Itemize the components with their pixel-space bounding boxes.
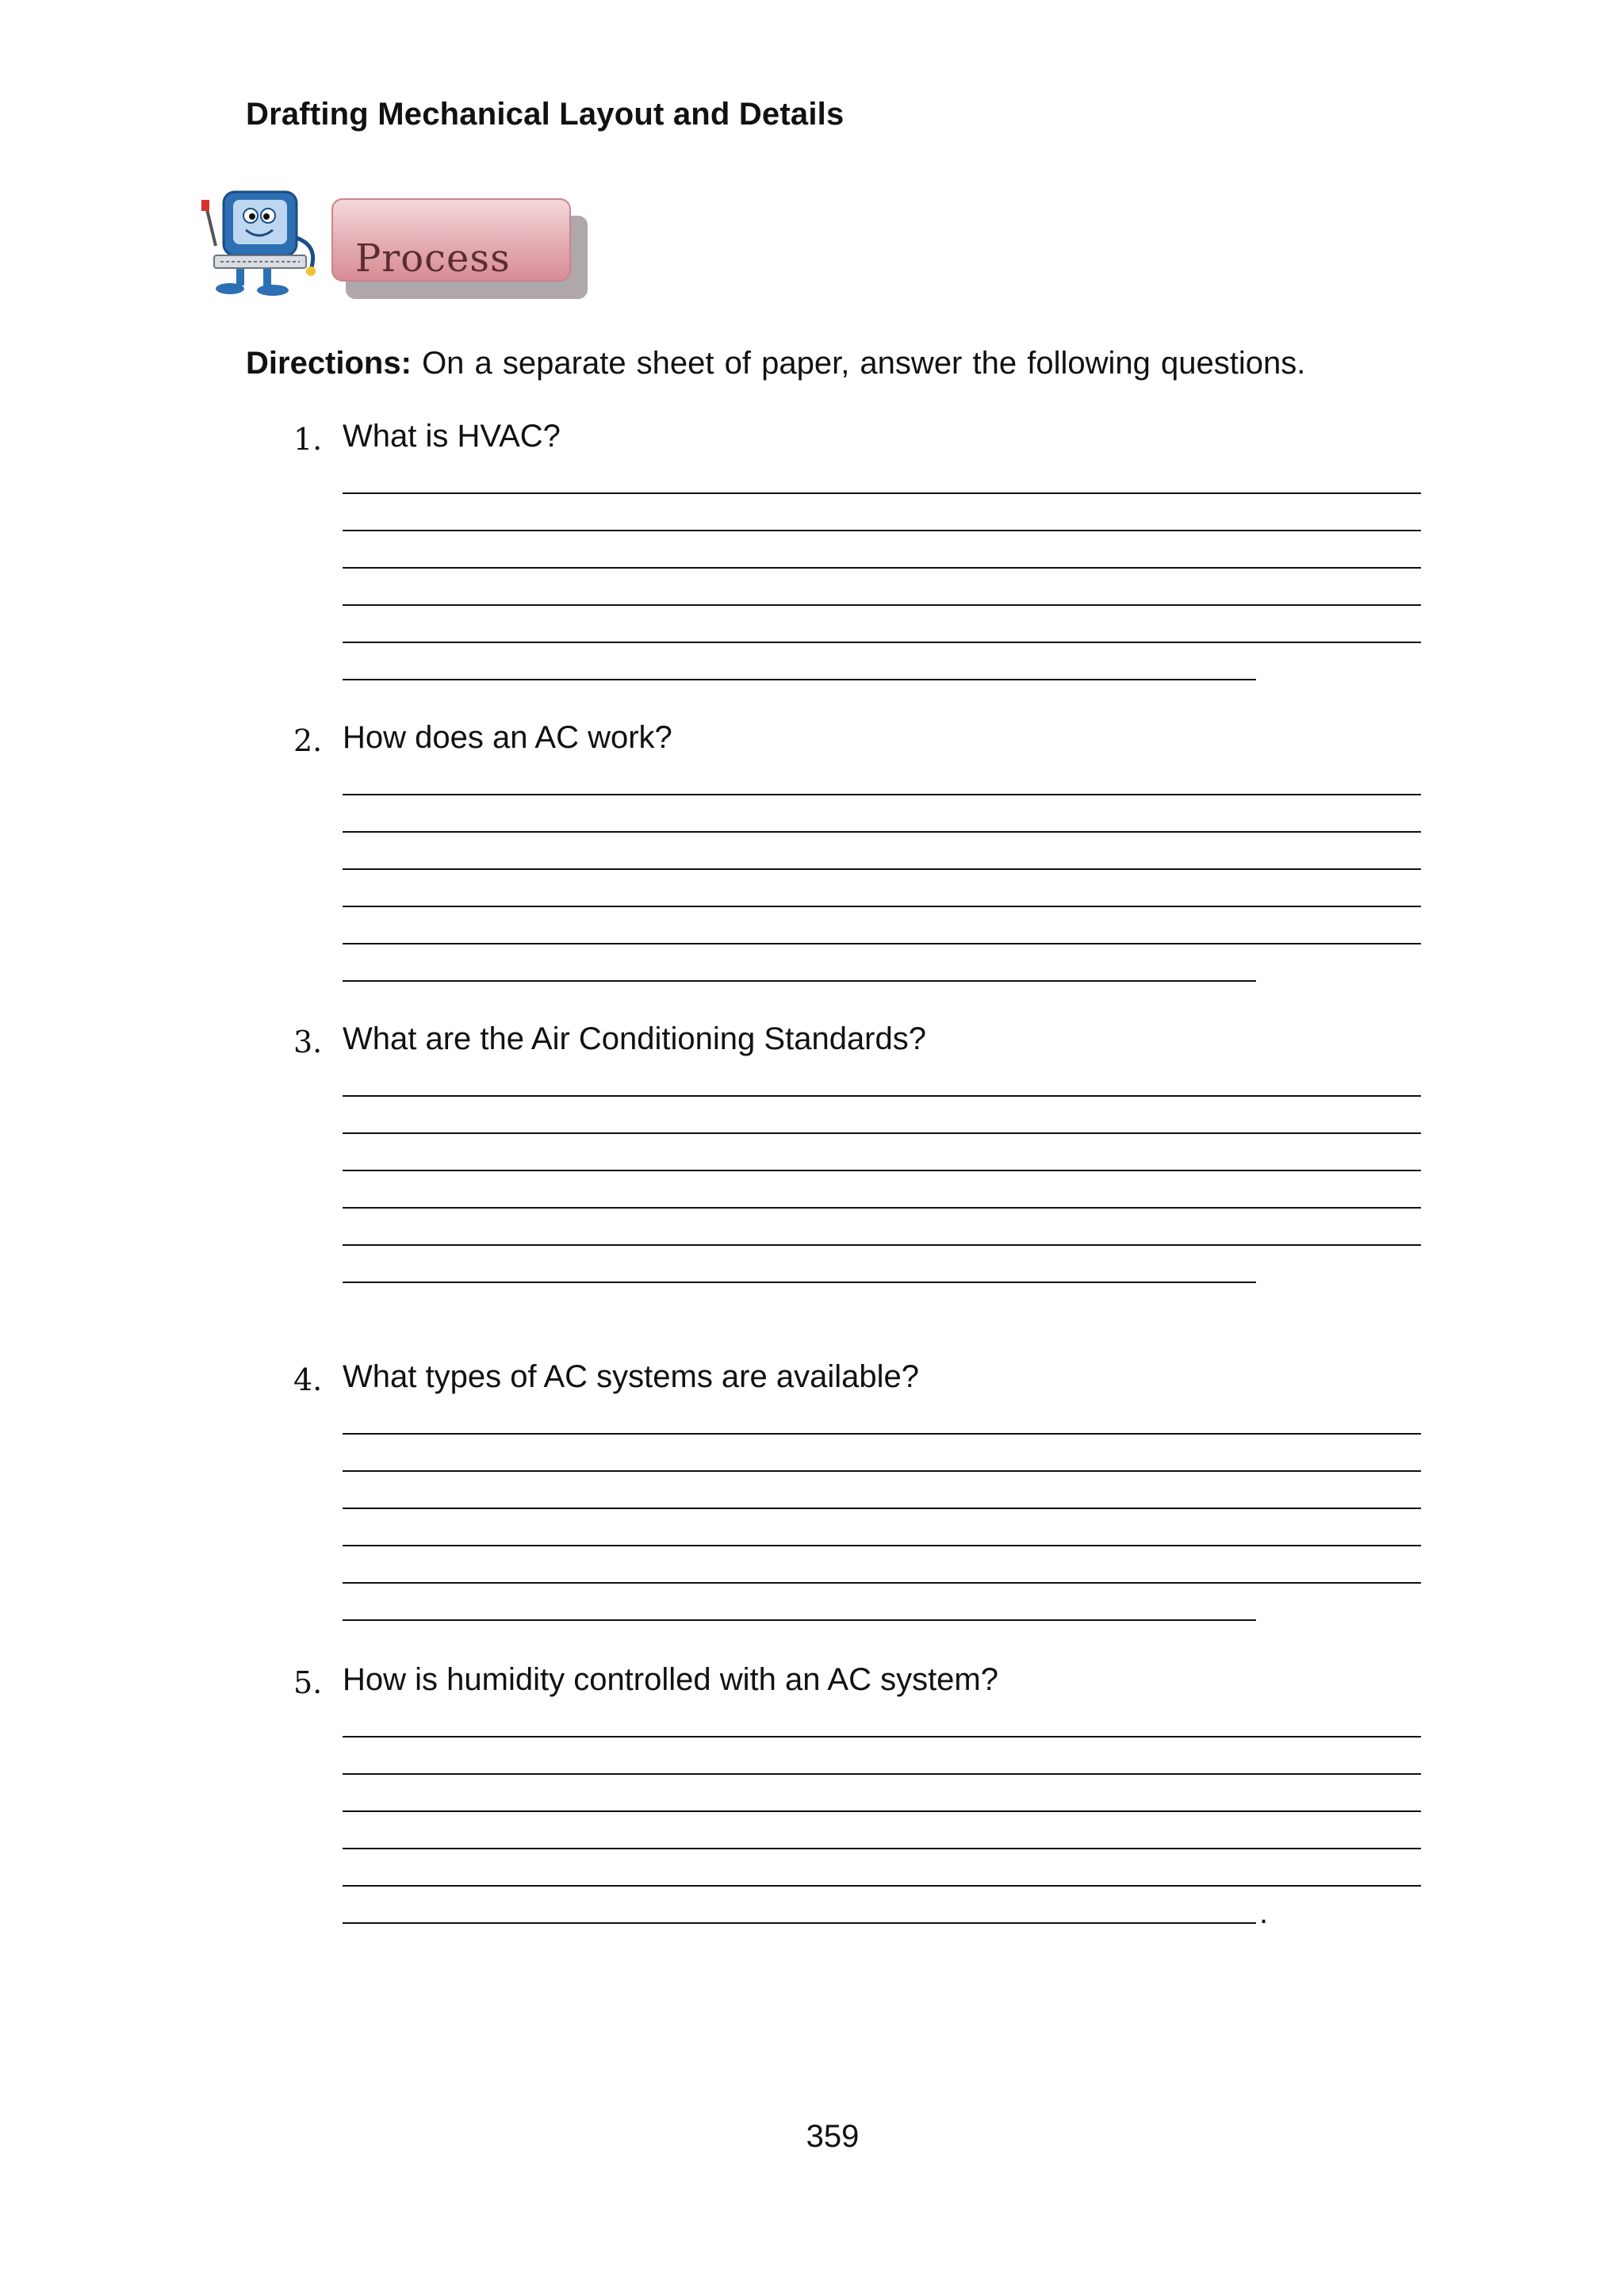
answer-line — [343, 1736, 1421, 1738]
answer-line — [343, 906, 1421, 907]
process-label: Process — [355, 236, 511, 281]
answer-line — [343, 604, 1421, 606]
answer-line — [343, 1282, 1256, 1283]
answer-line — [343, 1810, 1421, 1812]
answer-line — [343, 1848, 1421, 1849]
answer-line — [343, 794, 1421, 795]
answer-line — [343, 943, 1421, 944]
answer-line — [343, 831, 1421, 833]
directions-body: On a separate sheet of paper, answer the following questions. — [422, 346, 1306, 381]
directions-label: Directions: — [246, 346, 412, 381]
question-number: 4. — [293, 1362, 323, 1397]
answer-line — [343, 1095, 1421, 1097]
page-number: 359 — [806, 2119, 860, 2154]
process-banner-face — [331, 198, 571, 282]
question-text: What types of AC systems are available? — [343, 1359, 919, 1394]
answer-line — [343, 1922, 1256, 1924]
answer-line — [343, 642, 1421, 643]
answer-line — [343, 1619, 1256, 1621]
question-text: How does an AC work? — [343, 720, 672, 755]
answer-line — [343, 1885, 1421, 1887]
answer-line — [343, 567, 1421, 569]
answer-line — [343, 1433, 1421, 1435]
question-text: What are the Air Conditioning Standards? — [343, 1021, 926, 1056]
page-header-title: Drafting Mechanical Layout and Details — [246, 97, 845, 132]
question-text: How is humidity controlled with an AC system? — [343, 1662, 998, 1697]
answer-line — [343, 1773, 1421, 1775]
computer-mascot-icon — [200, 182, 335, 297]
question-number: 3. — [293, 1025, 323, 1059]
question-number: 1. — [293, 422, 323, 457]
answer-line — [343, 868, 1421, 870]
directions-text — [246, 346, 1305, 381]
answer-line — [343, 1508, 1421, 1509]
answer-line — [343, 1545, 1421, 1546]
answer-line — [343, 1244, 1421, 1246]
final-period: . — [1259, 1895, 1269, 1930]
question-number: 2. — [293, 723, 323, 758]
process-banner — [331, 198, 589, 305]
answer-line — [343, 492, 1421, 494]
answer-line — [343, 1207, 1421, 1209]
answer-line — [343, 679, 1256, 680]
question-text: What is HVAC? — [343, 419, 561, 454]
answer-line — [343, 1582, 1421, 1584]
answer-line — [343, 980, 1256, 982]
answer-line — [343, 1132, 1421, 1134]
answer-line — [343, 530, 1421, 531]
question-number: 5. — [293, 1665, 323, 1700]
answer-line — [343, 1170, 1421, 1171]
answer-line — [343, 1470, 1421, 1472]
